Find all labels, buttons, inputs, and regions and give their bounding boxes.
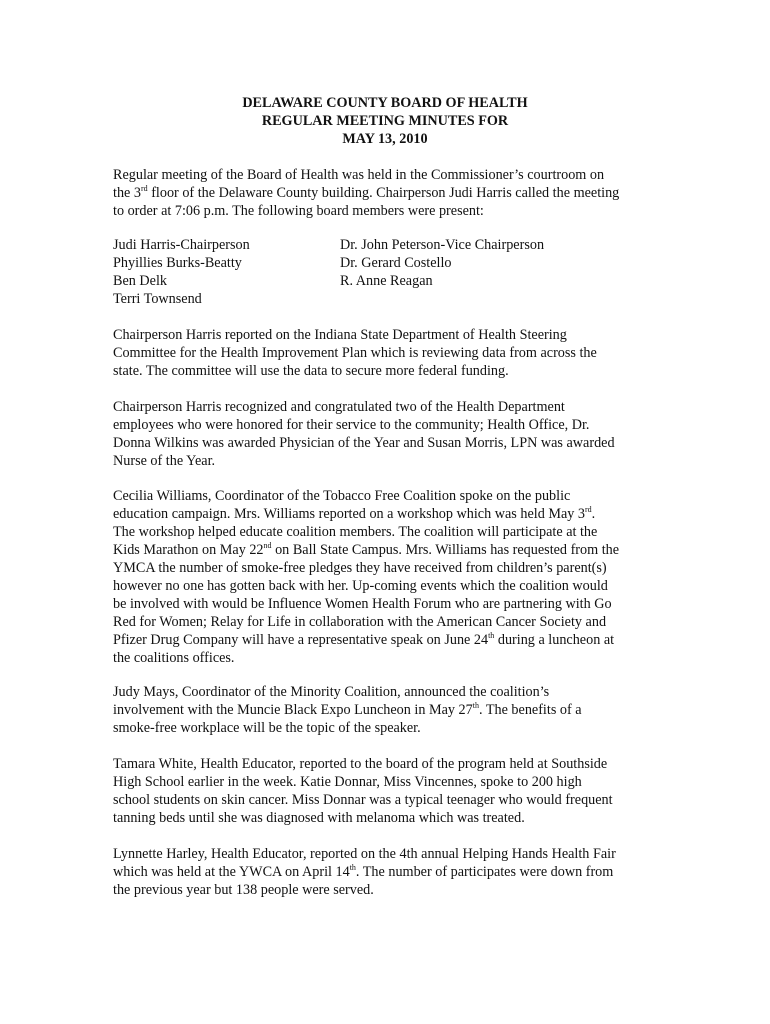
text-span: . The benefits of a xyxy=(478,702,582,718)
text-span: . xyxy=(591,506,596,522)
text-span: involvement with the Muncie Black Expo Luncheon in May 27 xyxy=(113,702,473,718)
members-right-column xyxy=(340,236,544,290)
tobacco-coalition-paragraph xyxy=(113,487,673,667)
southside-program-paragraph xyxy=(113,755,673,827)
title-line-3: MAY 13, 2010 xyxy=(342,131,428,147)
text-span: . The number of participates were down from xyxy=(355,864,614,880)
text-line xyxy=(113,541,673,559)
superscript: th xyxy=(488,631,495,640)
text-line: smoke-free workplace will be the topic of the speaker. xyxy=(113,720,421,736)
member-name: Phyillies Burks-Beatty xyxy=(113,255,242,271)
text-line xyxy=(113,863,673,881)
members-left-column xyxy=(113,236,250,308)
text-line: Judy Mays, Coordinator of the Minority Coalition, announced the coalition’s xyxy=(113,684,550,700)
text-span: education campaign. Mrs. Williams reported on a workshop which was held May 3 xyxy=(113,506,585,522)
text-line xyxy=(113,184,673,202)
awards-paragraph xyxy=(113,398,673,470)
text-line: Nurse of the Year. xyxy=(113,453,216,469)
text-span: the 3 xyxy=(113,185,141,201)
text-line xyxy=(113,631,673,649)
text-line: High School earlier in the week. Katie Donnar, Miss Vincennes, spoke to 200 high xyxy=(113,774,582,790)
text-span: on Ball State Campus. Mrs. Williams has requested from the xyxy=(271,542,620,558)
text-line: Regular meeting of the Board of Health was held in the Commissioner’s courtroom on xyxy=(113,167,605,183)
text-line: YMCA the number of smoke-free pledges they have received from children’s parent(s) xyxy=(113,560,607,576)
text-span: floor of the Delaware County building. Chairperson Judi Harris called the meeting xyxy=(147,185,620,201)
text-line: the coalitions offices. xyxy=(113,650,235,666)
text-span: Pfizer Drug Company will have a representative speak on June 24 xyxy=(113,632,489,648)
text-line: The workshop helped educate coalition members. The coalition will participate at the xyxy=(113,524,598,540)
superscript: rd xyxy=(140,184,148,193)
text-line: Chairperson Harris reported on the Indiana State Department of Health Steering xyxy=(113,327,567,343)
text-line xyxy=(113,701,673,719)
text-line: Cecilia Williams, Coordinator of the Tobacco Free Coalition spoke on the public xyxy=(113,488,571,504)
steering-committee-paragraph xyxy=(113,326,673,380)
member-name: Ben Delk xyxy=(113,273,167,289)
text-line: employees who were honored for their service to the community; Health Office, Dr. xyxy=(113,417,590,433)
document-title xyxy=(113,94,657,148)
member-name: Dr. Gerard Costello xyxy=(340,255,452,271)
superscript: th xyxy=(472,701,479,710)
text-line: Tamara White, Health Educator, reported to the board of the program held at Southside xyxy=(113,756,608,772)
text-line: Lynnette Harley, Health Educator, reported on the 4th annual Helping Hands Health Fair xyxy=(113,846,616,862)
text-span: Kids Marathon on May 22 xyxy=(113,542,264,558)
minority-coalition-paragraph xyxy=(113,683,673,737)
text-line: however no one has gotten back with her. Up-coming events which the coalition would xyxy=(113,578,608,594)
text-line: Red for Women; Relay for Life in collaboration with the American Cancer Society and xyxy=(113,614,607,630)
text-span: which was held at the YWCA on April 14 xyxy=(113,864,350,880)
text-line: tanning beds until she was diagnosed with melanoma which was treated. xyxy=(113,810,525,826)
member-name: Judi Harris-Chairperson xyxy=(113,237,250,253)
member-name: Terri Townsend xyxy=(113,291,202,307)
text-line: school students on skin cancer. Miss Donnar was a typical teenager who would frequent xyxy=(113,792,613,808)
members-present-list xyxy=(113,236,673,308)
text-line: the previous year but 138 people were served. xyxy=(113,882,374,898)
title-line-1: DELAWARE COUNTY BOARD OF HEALTH xyxy=(242,95,528,111)
text-line xyxy=(113,505,673,523)
title-line-2: REGULAR MEETING MINUTES FOR xyxy=(261,113,509,129)
text-span: during a luncheon at xyxy=(494,632,615,648)
text-line: Chairperson Harris recognized and congratulated two of the Health Department xyxy=(113,399,565,415)
text-line: be involved with would be Influence Women Health Forum who are partnering with Go xyxy=(113,596,612,612)
text-line: Donna Wilkins was awarded Physician of the Year and Susan Morris, LPN was awarded xyxy=(113,435,615,451)
superscript: rd xyxy=(584,505,592,514)
text-line: Committee for the Health Improvement Plan which is reviewing data from across the xyxy=(113,345,597,361)
member-name: R. Anne Reagan xyxy=(340,273,433,289)
health-fair-paragraph xyxy=(113,845,673,899)
intro-paragraph xyxy=(113,166,673,220)
text-line: state. The committee will use the data to secure more federal funding. xyxy=(113,363,509,379)
text-line: to order at 7:06 p.m. The following board members were present: xyxy=(113,203,484,219)
superscript: nd xyxy=(263,541,272,550)
member-name: Dr. John Peterson-Vice Chairperson xyxy=(340,237,545,253)
superscript: th xyxy=(349,863,356,872)
